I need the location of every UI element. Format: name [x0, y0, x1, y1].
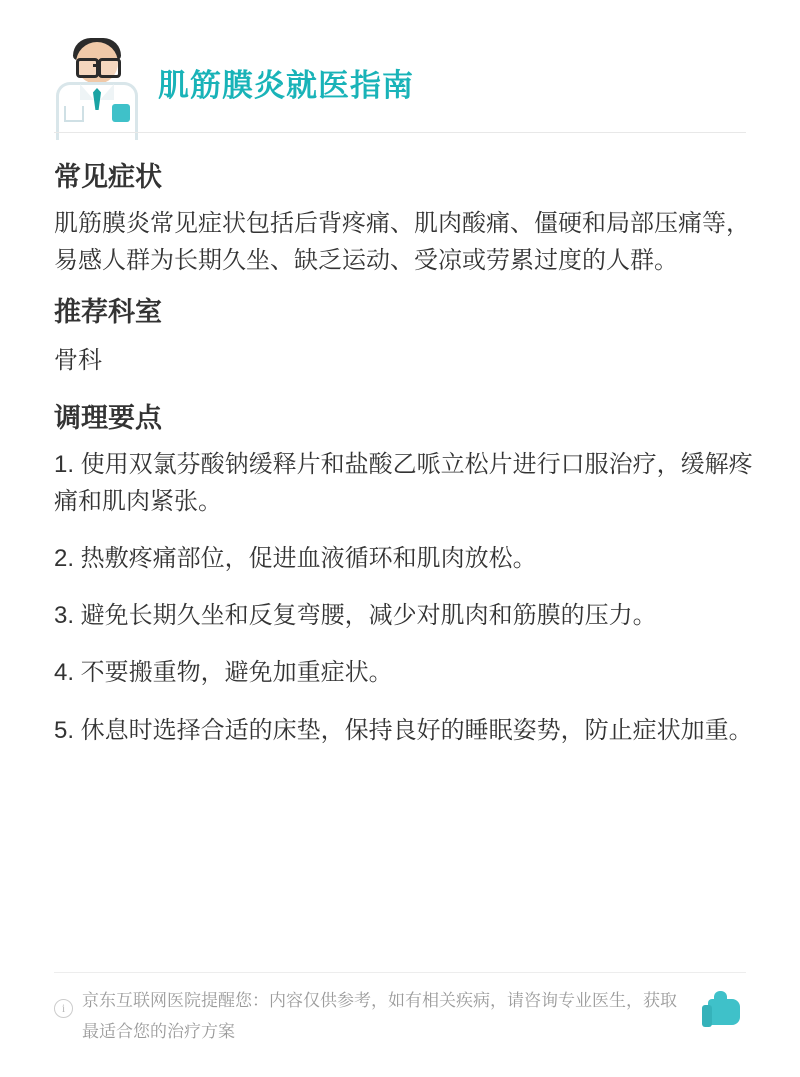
- section-text-department: 骨科: [54, 346, 102, 374]
- avatar-collar-right: [100, 84, 114, 100]
- guide-content: [54, 144, 754, 769]
- disclaimer-text: 京东互联网医院提醒您：内容仅供参考，如有相关疾病，请咨询专业医生，获取最适合您的治疗方案: [82, 991, 677, 1042]
- list-item: 5. 休息时选择合适的床垫，保持良好的睡眠姿势，防止症状加重。: [54, 716, 753, 744]
- section-text-symptoms: 肌筋膜炎常见症状包括后背疼痛、肌肉酸痛、僵硬和局部压痛等，易感人群为长期久坐、缺乏运动、受凉或劳累过度的人群。: [54, 210, 750, 275]
- list-item: 1. 使用双氯芬酸钠缓释片和盐酸乙哌立松片进行口服治疗，缓解疼痛和肌肉紧张。: [54, 450, 753, 515]
- avatar-collar-left: [80, 84, 94, 100]
- avatar-glasses-left: [76, 58, 99, 78]
- footer: [54, 977, 754, 1051]
- section-heading-care-points: 调理要点: [54, 402, 162, 433]
- care-points-list: [54, 446, 754, 749]
- list-item: 4. 不要搬重物，避免加重症状。: [54, 659, 393, 687]
- avatar-badge: [112, 104, 130, 122]
- info-icon: i: [54, 999, 73, 1018]
- avatar-pocket: [64, 106, 84, 122]
- avatar-glasses-bridge: [93, 64, 101, 67]
- list-item: 3. 避免长期久坐和反复弯腰，减少对肌肉和筋膜的压力。: [54, 602, 657, 630]
- header-divider: [54, 132, 746, 133]
- thumbs-up-icon[interactable]: [702, 991, 746, 1033]
- doctor-avatar-icon: [40, 36, 144, 140]
- avatar-glasses-right: [98, 58, 121, 78]
- list-item: 2. 热敷疼痛部位，促进血液循环和肌肉放松。: [54, 545, 537, 573]
- section-heading-symptoms: 常见症状: [54, 162, 162, 192]
- thumb-up-cuff: [702, 1005, 712, 1027]
- page-title: 肌筋膜炎就医指南: [158, 68, 414, 103]
- guide-card: [18, 12, 782, 1065]
- section-heading-department: 推荐科室: [54, 297, 162, 328]
- thumb-up-hand: [708, 999, 740, 1025]
- footer-divider: [54, 972, 746, 973]
